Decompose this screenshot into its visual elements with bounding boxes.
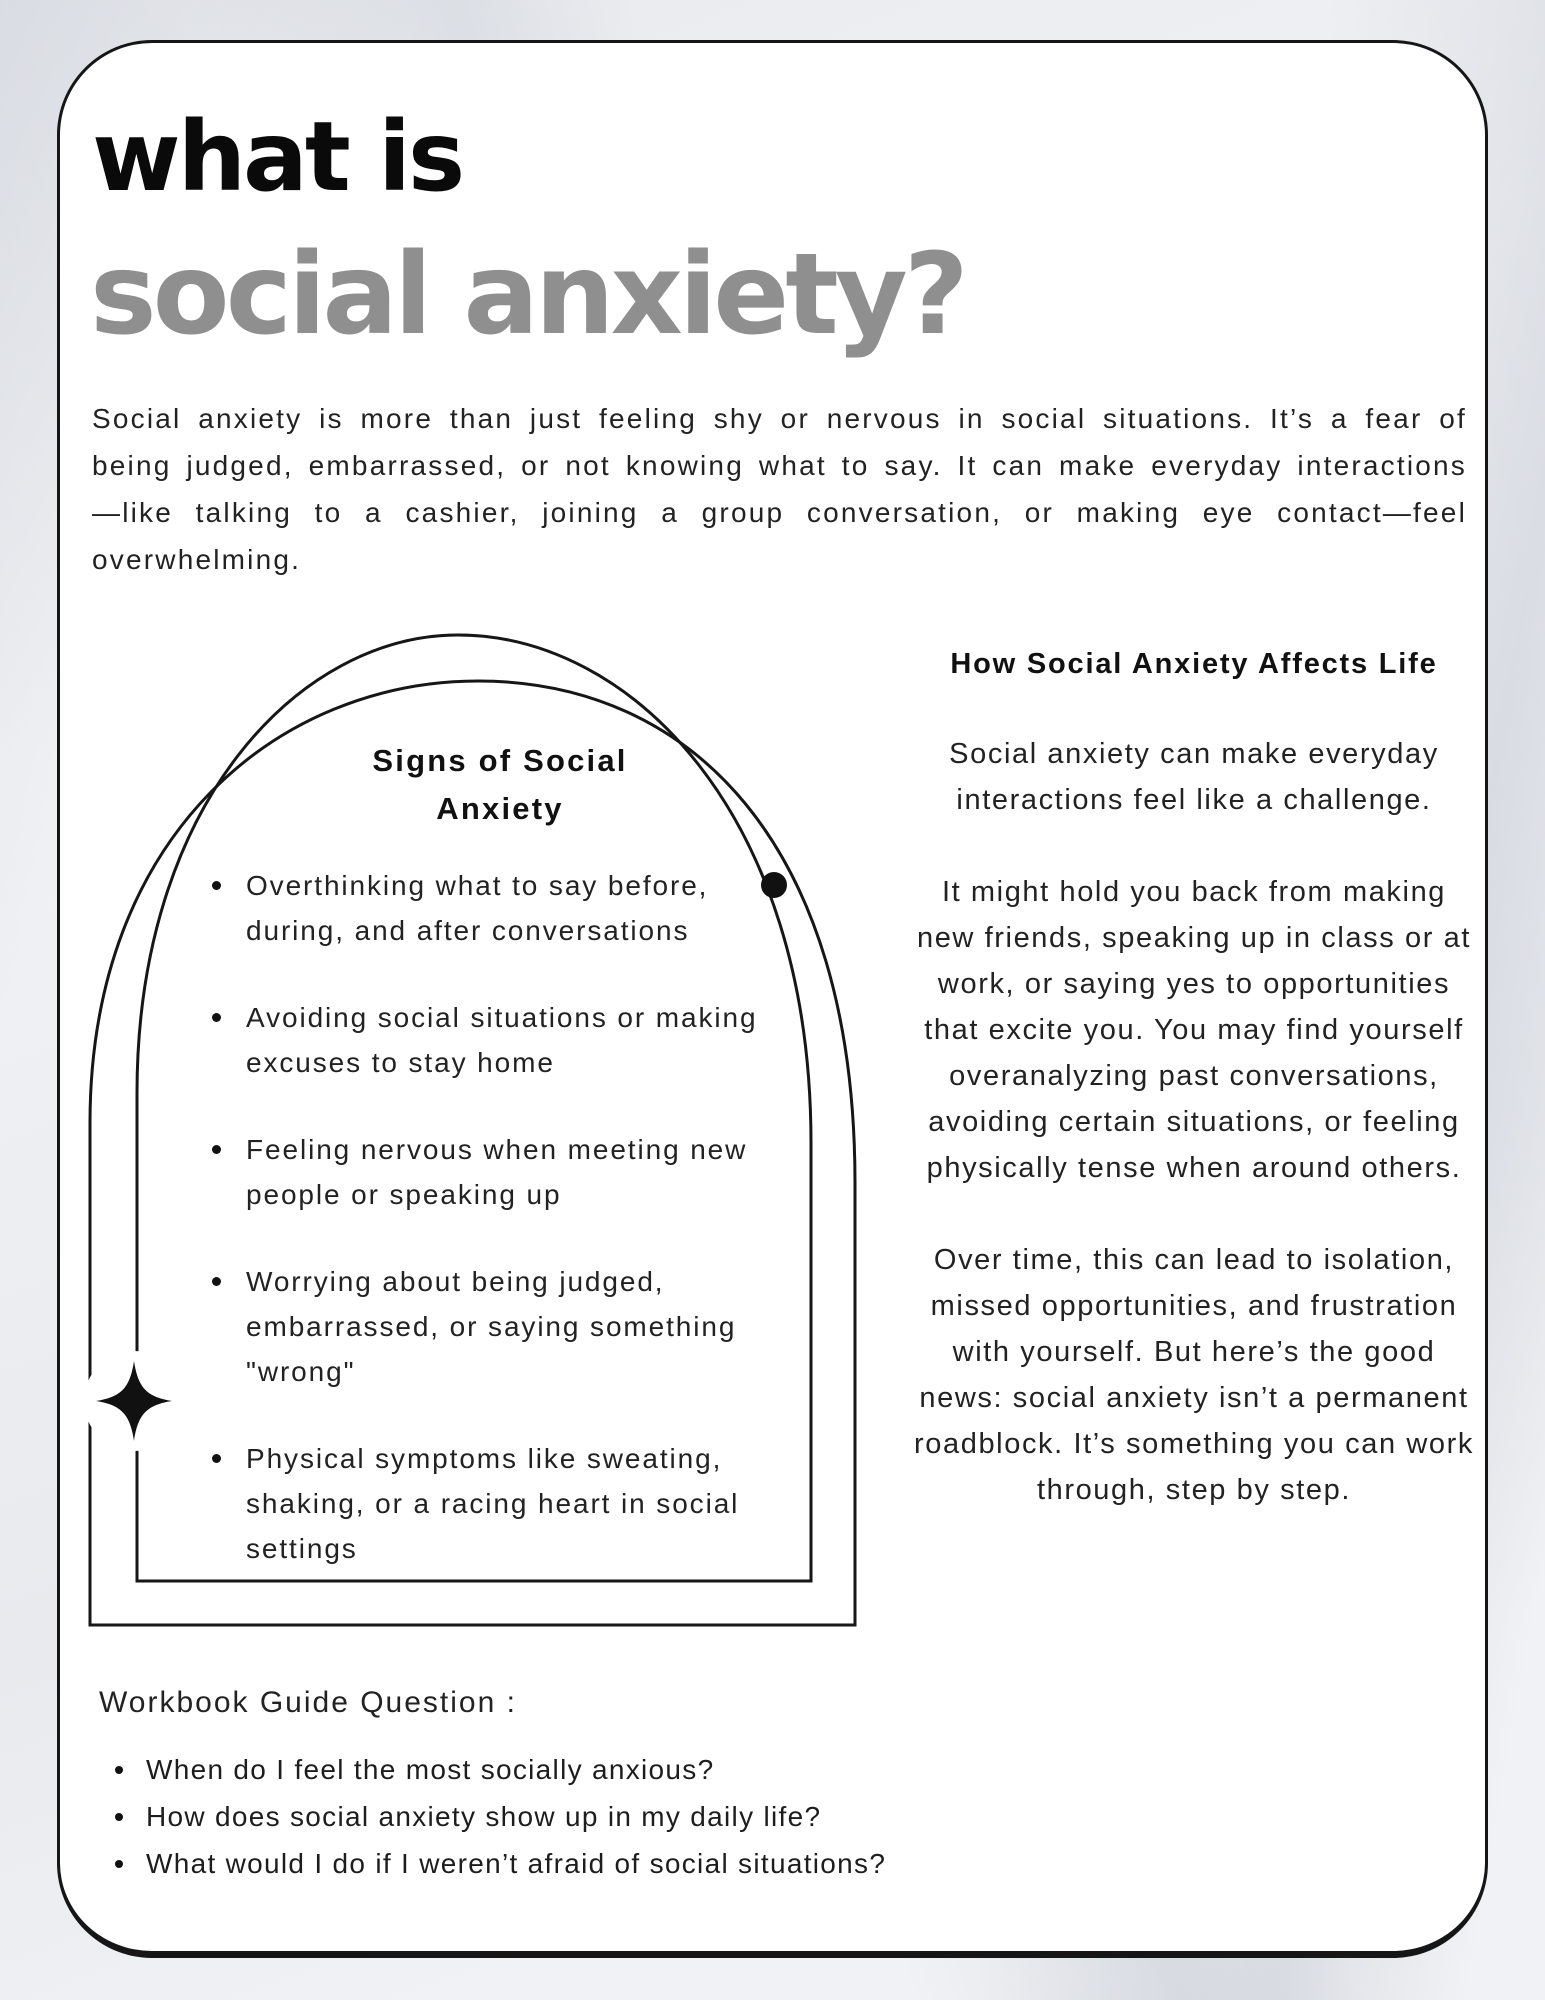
sparkle-halo (84, 1351, 184, 1451)
sparkle-icon (96, 1361, 172, 1441)
signs-list-item: Feeling nervous when meeting new people or speaking up (210, 1127, 790, 1217)
workbook-question-list (113, 1753, 1313, 1894)
intro-paragraph: Social anxiety is more than just feeling shy or nervous in social situations. It’s a fear of being judged, embarrassed, or not knowing what to say. It can make everyday interactions—like talking to a cashier, joining a group conversation, or making eye contact—feel overwhelming. (92, 403, 1467, 575)
signs-list-item: Overthinking what to say before, during, and after conversations (210, 863, 790, 953)
workbook-question: What would I do if I weren’t afraid of social situations? (113, 1847, 1313, 1881)
worksheet-card (57, 40, 1488, 1958)
affects-life-heading: How Social Anxiety Affects Life (950, 648, 1438, 680)
signs-list-item: Avoiding social situations or making excuses to stay home (210, 995, 790, 1085)
signs-list-item: Worrying about being judged, embarrassed, or saying something "wrong" (210, 1259, 790, 1394)
signs-list (210, 863, 790, 1613)
signs-heading: Signs of Social Anxiety (372, 743, 628, 826)
workbook-question: When do I feel the most socially anxious? (113, 1753, 1313, 1787)
workbook-question: How does social anxiety show up in my daily life? (113, 1800, 1313, 1834)
affects-paragraph: It might hold you back from making new friends, speaking up in class or at work, or saying yes to opportunities that excite you. You may find yourself overanalyzing past conversations, avoiding certain situations, or feeling physically tense when around others. (916, 876, 1472, 1184)
workbook-guide-heading: Workbook Guide Question : (99, 1686, 517, 1719)
title-line-gray: social anxiety? (90, 230, 965, 360)
affects-paragraph: Over time, this can lead to isolation, missed opportunities, and frustration with yourself. But here’s the good news: social anxiety isn’t a permanent roadblock. It’s something you can work through, step by step. (914, 1244, 1474, 1506)
affects-life-column (913, 643, 1475, 1559)
signs-list-item: Physical symptoms like sweating, shaking, or a racing heart in social settings (210, 1436, 790, 1571)
affects-paragraph: Social anxiety can make everyday interactions feel like a challenge. (949, 738, 1439, 816)
title-line-black: what is (92, 101, 463, 213)
